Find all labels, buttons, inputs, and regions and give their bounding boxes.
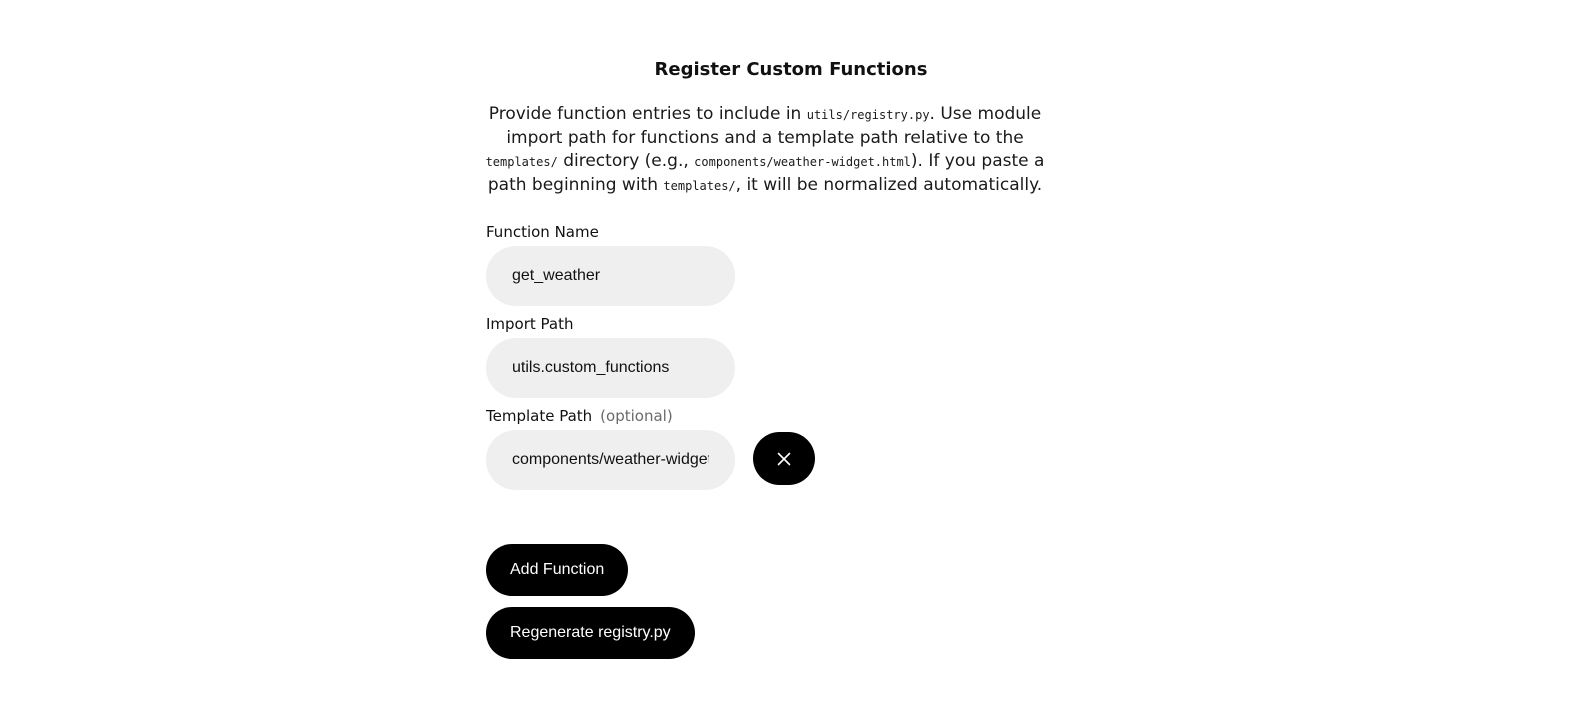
description-text: . Use module import path for functions and a template path relative to the <box>506 104 1042 148</box>
page-description <box>480 103 1050 198</box>
optional-hint: (optional) <box>600 407 673 425</box>
function-name-label: Function Name <box>486 223 599 241</box>
description-text: directory (e.g., <box>557 151 695 171</box>
description-code: utils/registry.py <box>806 108 930 122</box>
function-name-input[interactable] <box>486 246 735 306</box>
template-path-label <box>486 406 673 426</box>
import-path-input[interactable] <box>486 338 735 398</box>
description-text: , it will be normalized automatically. <box>735 175 1043 195</box>
add-function-button[interactable]: Add Function <box>486 544 628 596</box>
description-code: components/weather-widget.html <box>694 155 911 169</box>
regenerate-registry-button[interactable]: Regenerate registry.py <box>486 607 695 659</box>
template-path-input[interactable] <box>486 430 735 490</box>
description-code: templates/ <box>485 155 558 169</box>
remove-function-button[interactable] <box>753 432 815 485</box>
description-text: Provide function entries to include in <box>488 104 807 124</box>
close-icon <box>777 452 791 466</box>
page-title: Register Custom Functions <box>654 59 928 80</box>
import-path-label: Import Path <box>486 315 574 333</box>
description-code: templates/ <box>663 179 736 193</box>
template-path-label-text: Template Path <box>486 407 593 425</box>
description-text: ). If you paste a path beginning with <box>487 151 1045 195</box>
